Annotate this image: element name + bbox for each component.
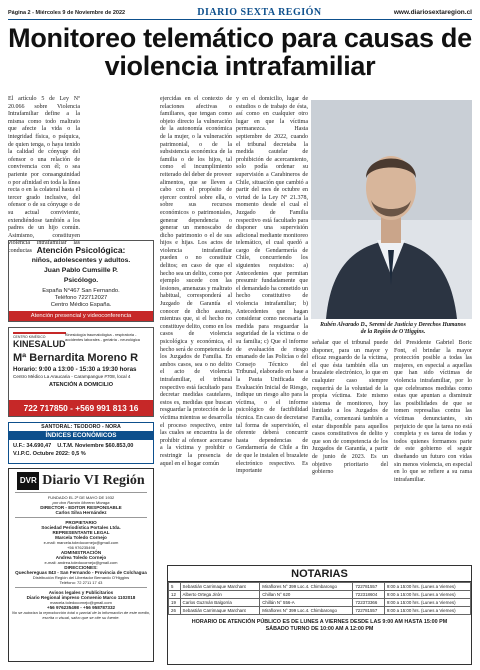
table-cell: 26	[169, 607, 181, 615]
table-cell: 9:00 a 15:00 hrs. (Lunes a Viernes)	[384, 599, 470, 607]
website-link[interactable]: www.diariosextaregion.cl	[393, 9, 472, 16]
table-cell: Carlos Guzmán Balgorria	[180, 599, 260, 607]
rep-email[interactable]: e-mail: marcela.toledocornejo@gmail.com	[43, 540, 119, 545]
kinesiology-ad	[8, 327, 154, 417]
indicators-title: ÍNDICES ECONÓMICOS	[9, 431, 153, 440]
table-row	[169, 591, 471, 599]
psych-ad-name: Juan Pablo Cumsille P.	[44, 267, 118, 274]
table-cell: 5	[169, 583, 181, 591]
disclaimer: No se autoriza la reproducción total o parcial de la información de este medio, escrita o visual, salvo que se cite su fuente.	[11, 610, 151, 620]
distribution: Distribución Región del Libertador Bernardo O'Higgins	[32, 575, 130, 580]
table-cell: Sebastián Carrimaque Marchant	[180, 607, 260, 615]
psychology-ad	[8, 240, 154, 322]
ipc-value: V.I.P.C. Octubre 2022: 0,5 %	[13, 451, 86, 457]
notarias-footer-hours: HORARIO DE ATENCIÓN PÚBLICO ES DE LUNES A VIERNES DESDE LAS 9:00 AM HASTA 15:00 PM	[191, 619, 448, 625]
director: Carlos Silva Hernández	[55, 510, 107, 515]
table-cell: Chillán N° 556-A	[260, 599, 353, 607]
table-cell: Chillan N° 620	[260, 591, 353, 599]
notarias-table	[167, 565, 472, 665]
economic-indicators	[8, 422, 154, 464]
table-cell: Miraflores N° 399 Loc.4. Chimbarongo	[260, 607, 353, 615]
kinesalud-logo: CENTRO KINÉSICO KINESALUD	[13, 332, 66, 349]
psych-ad-phone: Teléfono 722712027	[54, 295, 108, 301]
table-cell: 9:00 a 15:00 hrs. (Lunes a Viernes)	[384, 591, 470, 599]
notarias-footer-saturday: SÁBADO TURNO DE 10:00 AM A 12:00 PM	[265, 626, 374, 632]
article-column-5: del Presidente Gabriel Boric Font, el brindar la mayor protección posible a todas las mujeres, en especial a aquellas que han sido víctimas de violencia intrafamiliar, por lo que celebramos medidas como estas que apuntan a disminuir las posibilidades de que se tomen represalias contra las víctimas denunciantes, sin perjuicio de que la tarea no está completa y es tarea de todas y todos quienes formamos parte de este gobierno el seguir diseñando un futuro con vidas sin menos violencia, en especial en lo que se refiere a su rama intrafamiliar.	[394, 340, 472, 483]
printed-info: Diario Regional impreso Convenio Marco 1102018	[26, 595, 136, 600]
kine-ad-attention: ATENCIÓN A DOMICILIO	[49, 382, 113, 388]
office-phone: Teléfono: 72 2711 17 43	[59, 580, 103, 585]
article-column-2a	[84, 96, 156, 236]
table-cell: 722781557	[353, 607, 385, 615]
kine-ad-name: Mª Bernardita Moreno R	[13, 352, 139, 364]
director-label: DIRECTOR - EDITOR RESPONSABLE	[40, 505, 122, 510]
rep-label: REPRESENTANTE LEGAL	[52, 530, 110, 535]
article-column-1: El artículo 5 de Ley Nº 20.066 sobre Violencia Intrafamiliar define a la misma como todo maltrato que afecte la vida o la integridad física, o psíquica, de quien tenga, o haya tenido la calidad de cónyuge del ofensor o una relación de convivencia con él; o sea pariente por consanguinidad o por afinidad en toda la línea recta o en la colateral hasta el tercer grado inclusive, del ofensor o de su cónyuge o de su actual conviviente, extendiéndose también a los padres de un hijo común. Asimismo, constituyen violencia intrafamiliar las conductas	[8, 96, 80, 254]
owner: Sociedad Periodística Portales Ltda.	[41, 525, 121, 530]
psych-ad-subtitle: niños, adolescentes y adultos.	[31, 257, 131, 264]
table-cell: 9:00 a 15:00 hrs. (Lunes a Viernes)	[384, 607, 470, 615]
psych-ad-role: Psicólogo.	[63, 277, 99, 284]
kine-ad-hours: Horario: 9:00 a 13:00 - 15:30 a 19:30 horas	[13, 366, 137, 373]
notarias-title: NOTARIAS	[168, 566, 471, 582]
notices: Avisos legales y Publicitarios	[48, 590, 114, 595]
table-cell: 722781557	[353, 583, 385, 591]
addresses-label: DIRECCIONES:	[64, 565, 98, 570]
table-cell: Alberto Ortega Jirón	[180, 591, 260, 599]
admin-label: ADMINISTRACIÓN	[60, 550, 102, 555]
rep: Marcela Toledo Cornejo	[55, 535, 107, 540]
article-headline: Monitoreo telemático para causas de violencia intrafamiliar	[8, 23, 472, 81]
photo-caption: Rubén Alvarado D., Seremi de Justicia y Derechos Humanos de la Región de O'Higgins.	[320, 322, 466, 335]
footer-phones: +56 976235498 - +56 958787332	[46, 605, 116, 610]
kine-ad-address: Centro Médico La Araucaria - Carampangue #708, local 4	[13, 374, 131, 379]
table-cell: Sebastián Carrimaque Marchant	[180, 583, 260, 591]
founded: FUNDADO EL 2º DE MAYO DE 1932	[47, 495, 115, 500]
seremi-photo	[311, 100, 472, 319]
admin-email[interactable]: e-mail: andrea.toledocornejo@gmail.com	[44, 560, 118, 565]
article-column-3: y en el domicilio, lugar de estudios o de trabajo de ésta, así como en cualquier otro lugar en que la víctima permanezca. Hasta septiembre de 2022, cuando el tribunal decretaba la medida cautelar de prohibición de acercamiento, solo podía ordenar su supervisión a Carabineros de Chile, situación que cambió a partir del mes de octubre en virtud de la Ley Nº 21.378, momento desde el cual el Juzgado de Familia respectivo está facultado para disponer una supervisión adicional mediante monitoreo telemático, el cual quedó a cargo de Gendarmería de Chile, concurriendo los siguientes requisitos: a) Antecedentes que permitan presumir fundadamente que el demandado ha cometido un hecho constitutivo de violencia intrafamiliar; b) Antecedentes que hagan considerar como necesaria la medida para resguardar la seguridad de la víctima o de su familia; c) Que el informe de evaluación de riesgo emanado de las Policías o del Consejo Técnico del Tribunal, elaborado en base a la Pauta Unificada de Evaluación Inicial de Riesgo, indique un riesgo alto para la víctima, o el informe psicológico de factibilidad técnica. En caso de decretarse tal forma de supervisión, el oferente deberá concurrir hasta dependencias de Gendarmería de Chile a fin de que le instalen el brazalete electrónico respectivo. Es importante	[236, 96, 308, 475]
table-cell: 12	[169, 591, 181, 599]
santoral: SANTORAL: TEODORO - NORA	[41, 424, 121, 430]
table-cell: 722318604	[353, 591, 385, 599]
psych-ad-footer: Atención presencial y videoconferencia	[9, 311, 153, 321]
table-cell: 19	[169, 599, 181, 607]
footer-email[interactable]: marcela.toledocornejo@gmail.com	[50, 600, 112, 605]
admin: Andrea Toledo Cornejo	[55, 555, 107, 560]
kine-ad-phones: 722 717850 - +569 991 813 16	[9, 400, 153, 416]
diario-logo: DVR Diario VI Región	[9, 472, 153, 490]
kine-specialties: Kinesiología traumatológica - respiratoria - accidentes laborales - geriatría - neurológica	[65, 333, 140, 342]
founder: por don Ramón Moreno Moraga	[52, 500, 110, 505]
psych-ad-title: Atención Psicológica:	[36, 245, 126, 255]
psych-ad-address: España N°467 San Fernando.	[42, 288, 120, 294]
rep-phone: +56 976235498	[67, 545, 95, 550]
notarias-grid	[168, 582, 471, 615]
utm-value: U.T.M. Noviembre $60.853,00	[57, 443, 134, 449]
page-date: Página 2 - Miércoles 9 de Noviembre de 2022	[8, 9, 126, 16]
owner-label: PROPIETARIO	[65, 520, 97, 525]
masthead	[8, 468, 154, 662]
portrait-illustration	[311, 100, 472, 319]
uf-value: U.F.: 34.690,47	[13, 443, 52, 449]
page-header	[8, 6, 472, 20]
article-column-4: señalar que el tribunal puede disponer, para un mayor y eficaz resguardo de la víctima, el que ésta también ella un brazalete electrónico, lo que en cualquier caso siempre requerirá de la voluntad de la propia víctima. Este mismo sistema de monitoreo, hoy limitado a los Juzgados de Familia, comenzará también a estar disponible para aquellos casos constitutivos de delito y que son de competencia de los Juzgados de Garantía, a partir de junio de 2023. Es un objetivo prioritario del gobierno	[312, 340, 388, 476]
newspaper-brand: DIARIO SEXTA REGIÓN	[197, 7, 322, 18]
address: Quechereguas 843 - San Fernando - Provincia de Colchagua	[15, 570, 147, 575]
psych-ad-center: Centro Médico España.	[50, 302, 112, 308]
table-cell: 722373366	[353, 599, 385, 607]
table-row	[169, 607, 471, 615]
table-row	[169, 599, 471, 607]
table-cell: 9:00 a 15:00 hrs. (Lunes a Viernes)	[384, 583, 470, 591]
article-column-2: ejercidas en el contexto de relaciones afectivas o familiares, que tengan como objeto directo la vulneración de la autonomía económica de la mujer, o la vulneración patrimonial, o de la subsistencia económica de la familia o de los hijos, tal como el incumplimiento reiterado del deber de proveer alimentos, que se lleven a cabo con el propósito de ejercer control sobre ella, o sobre sus recursos económicos o patrimoniales, generar dependencia o generar un menoscabo de dicho patrimonio o el de sus hijos e hijas. Los actos de violencia intrafamiliar pueden o no constituir delitos; en caso de que el hecho sea un delito, como por ejemplo sucede con las lesiones, amenazas y maltrato habitual, corresponderá al Juzgado de Garantía el conocer de dicho asunto, mientras que, si el hecho no constituye delito, como en los casos de violencia psicológica y económica, el hecho será de competencia de los Juzgados de Familia. En ambos casos, sea o no delito el acto de violencia intrafamiliar, el tribunal respectivo está facultado para decretar medidas cautelares, estos es, medidas que buscan resguardar la protección de la víctima mientras se desarrolla el proceso respectivo, entre las cuales se encuentra la de prohibir al ofensor acercarse a la víctima y prohibir o restringir la presencia de aquel en el hogar común	[160, 96, 232, 467]
table-cell: Miraflores N° 399 Loc.4. Chimbarongo	[260, 583, 353, 591]
table-row	[169, 583, 471, 591]
